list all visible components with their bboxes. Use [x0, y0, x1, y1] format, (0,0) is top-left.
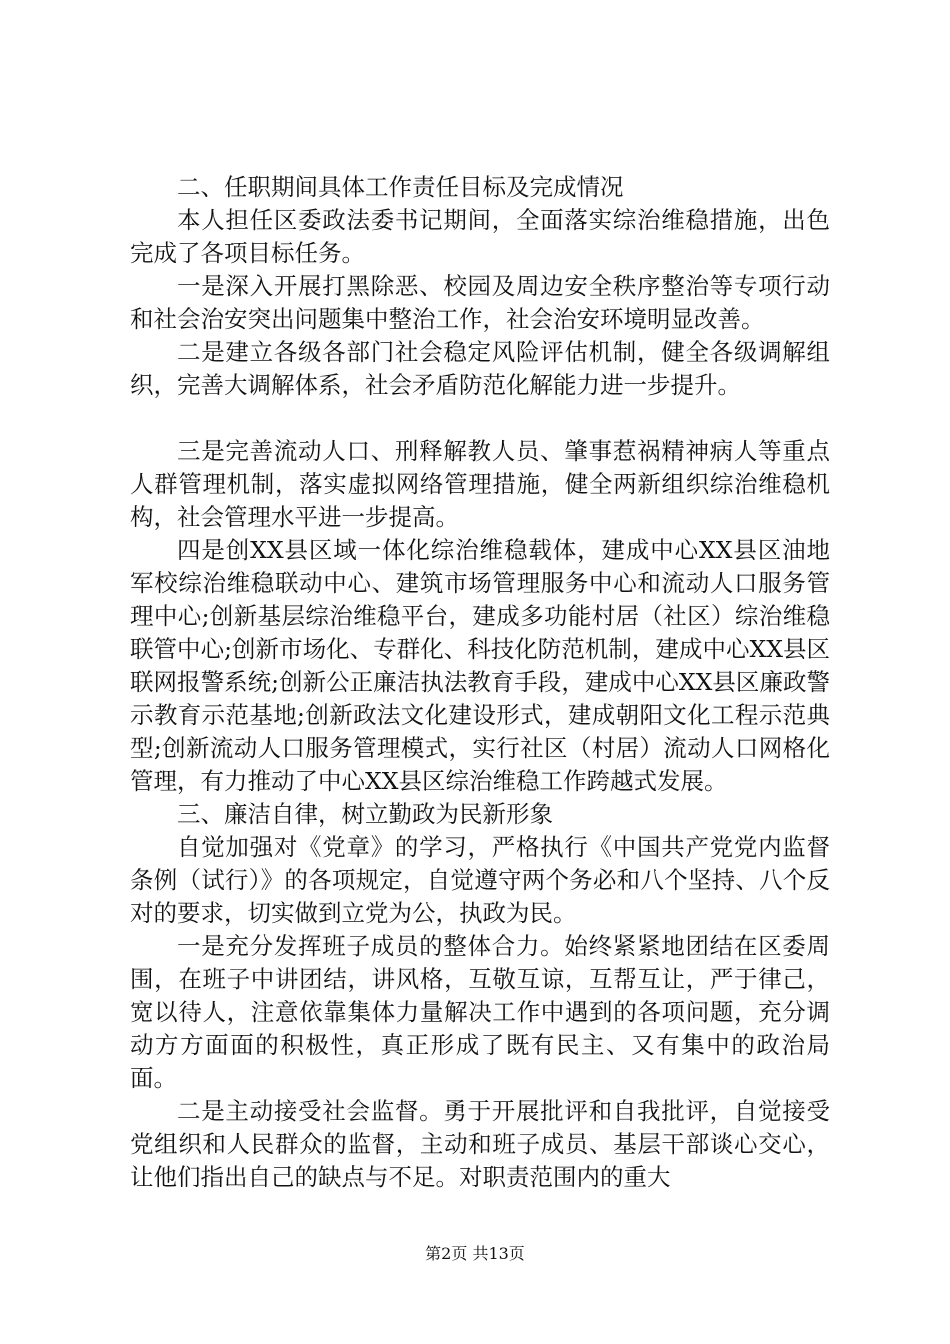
paragraph: 自觉加强对《党章》的学习，严格执行《中国共产党党内监督条例（试行）》的各项规定，自觉遵守两个务必和八个坚持、八个反对的要求，切实做到立党为公，执政为民。	[130, 833, 830, 927]
paragraph: 三是完善流动人口、刑释解教人员、肇事惹祸精神病人等重点人群管理机制，落实虚拟网络管理措施，健全两新组织综治维稳机构，社会管理水平进一步提高。	[130, 437, 830, 531]
section-heading-three: 三、廉洁自律，树立勤政为民新形象	[177, 800, 553, 828]
paragraph: 一是充分发挥班子成员的整体合力。始终紧紧地团结在区委周围，在班子中讲团结，讲风格，互敬互谅，互帮互让，严于律己，宽以待人，注意依靠集体力量解决工作中遇到的各项问题，充分调动方方面面的积极性，真正形成了既有民主、又有集中的政治局面。	[130, 932, 830, 1092]
section-heading-two: 二、任职期间具体工作责任目标及完成情况	[177, 173, 624, 201]
page-number-footer: 第2页 共13页	[425, 1244, 525, 1263]
document-body	[130, 171, 830, 1194]
paragraph: 四是创XX县区域一体化综治维稳载体，建成中心XX县区油地军校综治维稳联动中心、建筑市场管理服务中心和流动人口服务管理中心;创新基层综治维稳平台，建成多功能村居（社区）综治维稳联管中心;创新市场化、专群化、科技化防范机制，建成中心XX县区联网报警系统;创新公正廉洁执法教育手段，建成中心XX县区廉政警示教育示范基地;创新政法文化建设形式，建成朝阳文化工程示范典型;创新流动人口服务管理模式，实行社区（村居）流动人口网格化管理，有力推动了中心XX县区综治维稳工作跨越式发展。	[130, 536, 830, 795]
paragraph: 本人担任区委政法委书记期间，全面落实综治维稳措施，出色完成了各项目标任务。	[130, 206, 830, 267]
paragraph: 二是主动接受社会监督。勇于开展批评和自我批评，自觉接受党组织和人民群众的监督，主动和班子成员、基层干部谈心交心，让他们指出自己的缺点与不足。对职责范围内的重大	[130, 1097, 830, 1191]
paragraph: 一是深入开展打黑除恶、校园及周边安全秩序整治等专项行动和社会治安突出问题集中整治工作，社会治安环境明显改善。	[130, 272, 830, 333]
paragraph: 二是建立各级各部门社会稳定风险评估机制，健全各级调解组织，完善大调解体系，社会矛盾防范化解能力进一步提升。	[130, 338, 830, 399]
